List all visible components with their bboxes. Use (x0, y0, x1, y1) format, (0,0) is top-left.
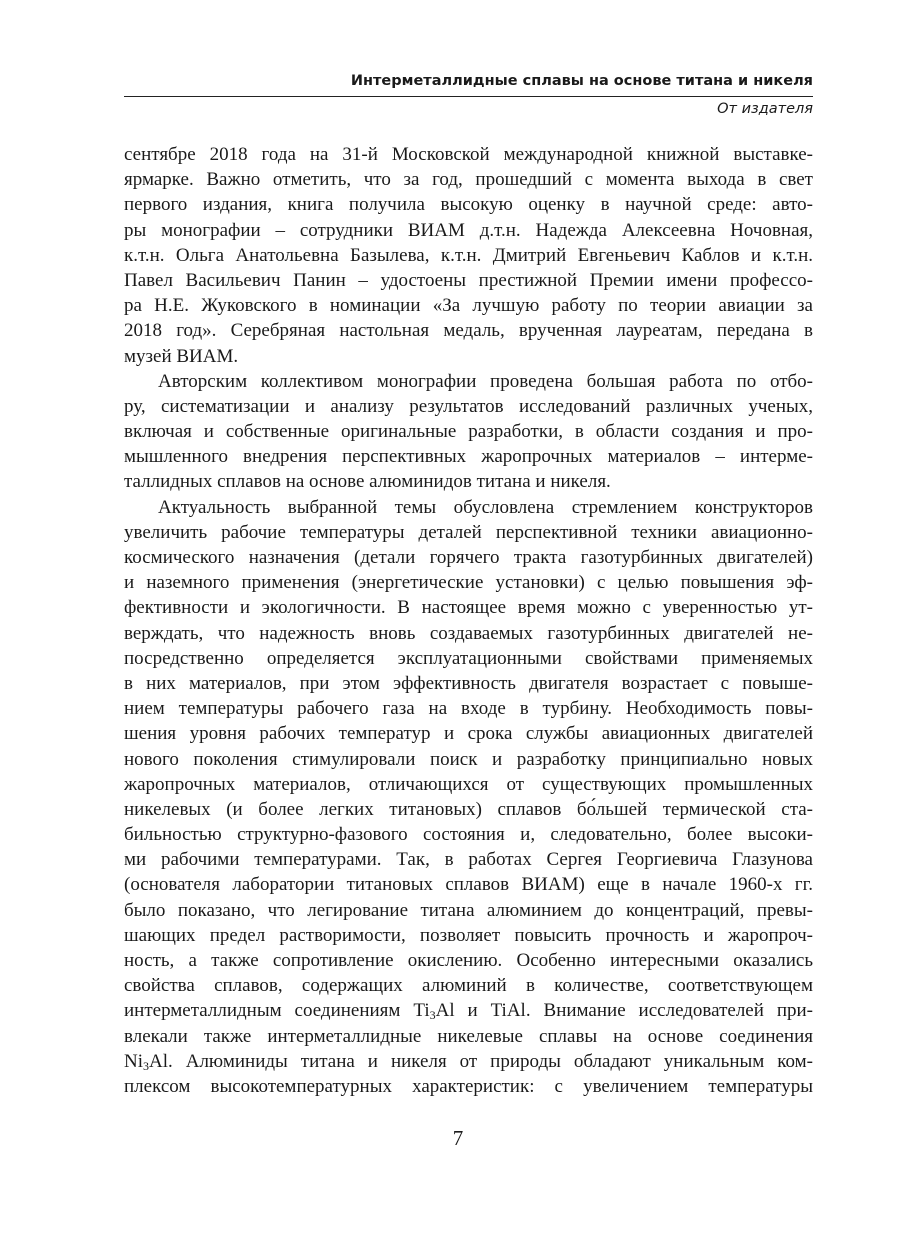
page-number: 7 (452, 1126, 464, 1150)
text-line: жаропрочных материалов, отличающихся от существующих промышленных (124, 773, 813, 795)
text-line: 2018 год». Серебряная настольная медаль, врученная лауреатам, передана в (124, 320, 813, 342)
text-line: свойства сплавов, содержащих алюминий в количестве, соответствующем (124, 975, 813, 997)
text-line: Актуальность выбранной темы обусловлена стремлением конструкторов (158, 496, 813, 518)
text-line: шающих предел растворимости, позволяет повысить прочность и жаропроч- (124, 924, 813, 946)
text-line: ность, а также сопротивление окислению. Особенно интересными оказались (124, 950, 813, 971)
subscript: 3 (429, 1008, 436, 1023)
header-rule (124, 96, 813, 97)
subscript: 3 (143, 1058, 149, 1073)
text-line: никелевых (и более легких титановых) сплавов бо́льшей термической ста- (124, 798, 813, 820)
text-line: было показано, что легирование титана алюминием до концентраций, превы- (124, 899, 813, 921)
text-line (124, 998, 813, 1023)
text-line: ми рабочими температурами. Так, в работах Сергея Георгиевича Глазунова (124, 849, 813, 871)
text-line: верждать, что надежность вновь создаваемых газотурбинных двигателей не- (124, 622, 813, 644)
text-line (124, 1049, 813, 1074)
text-line: музей ВИАМ. (124, 345, 239, 367)
text-line: влекали также интерметаллидные никелевые сплавы на основе соединения (124, 1025, 813, 1047)
text-line: космического назначения (детали горячего тракта газотурбинных двигателей) (124, 547, 813, 568)
text-line: и наземного применения (энергетические установки) с целью повышения эф- (124, 572, 813, 594)
text-line: в них материалов, при этом эффективность двигателя возрастает с повыше- (124, 672, 813, 694)
text-line: ру, систематизации и анализу результатов исследований различных ученых, (124, 395, 813, 417)
text-line: шения уровня рабочих температур и срока службы авиационных двигателей (124, 723, 813, 745)
text-line: первого издания, книга получила высокую оценку в научной среде: авто- (124, 194, 813, 216)
body-text (124, 142, 813, 1099)
text-line: к.т.н. Ольга Анатольевна Базылева, к.т.н. Дмитрий Евгеньевич Каблов и к.т.н. (124, 244, 813, 266)
text-line: (основателя лаборатории титановых сплавов ВИАМ) еще в начале 1960-х гг. (124, 874, 813, 896)
text-line: мышленного внедрения перспективных жаропрочных материалов – интерме- (124, 446, 813, 468)
text-fragment: Al. Алюминиды титана и никеля от природы обладают уникальным ком- (149, 1050, 813, 1072)
text-line: фективности и экологичности. В настоящее время можно с уверенностью ут- (124, 597, 813, 619)
text-line: сентябре 2018 года на 31-й Московской международной книжной выставке- (124, 144, 813, 165)
text-line: Авторским коллективом монографии проведена большая работа по отбо- (158, 370, 813, 392)
running-title: Интерметаллидные сплавы на основе титана и никеля (350, 73, 813, 89)
text-line: ра Н.Е. Жуковского в номинации «За лучшую работу по теории авиации за (124, 295, 813, 317)
text-line: увеличить рабочие температуры деталей перспективной техники авиационно- (124, 521, 813, 543)
text-line: нового поколения стимулировали поиск и разработку принципиально новых (124, 748, 813, 770)
text-line: посредственно определяется эксплуатационными свойствами применяемых (124, 647, 813, 669)
text-fragment: Ni (124, 1050, 143, 1072)
text-line: включая и собственные оригинальные разработки, в области создания и про- (124, 421, 813, 443)
text-line: нием температуры рабочего газа на входе в турбину. Необходимость повы- (124, 698, 813, 720)
text-line: плексом высокотемпературных характеристик: с увеличением температуры (124, 1075, 813, 1097)
text-line: ярмарке. Важно отметить, что за год, прошедший с момента выхода в свет (124, 169, 813, 191)
text-line: таллидных сплавов на основе алюминидов титана и никеля. (124, 471, 611, 493)
text-fragment: интерметаллидным соединениям Ti (124, 1000, 430, 1022)
text-line: ры монографии – сотрудники ВИАМ д.т.н. Надежда Алексеевна Ночовная, (124, 219, 813, 241)
section-label: От издателя (717, 101, 813, 117)
text-line: бильностью структурно-фазового состояния и, следовательно, более высоки- (124, 824, 813, 846)
text-fragment: Al и TiAl. Внимание исследователей при- (435, 1000, 813, 1022)
text-line: Павел Васильевич Панин – удостоены престижной Премии имени профессо- (124, 269, 813, 291)
